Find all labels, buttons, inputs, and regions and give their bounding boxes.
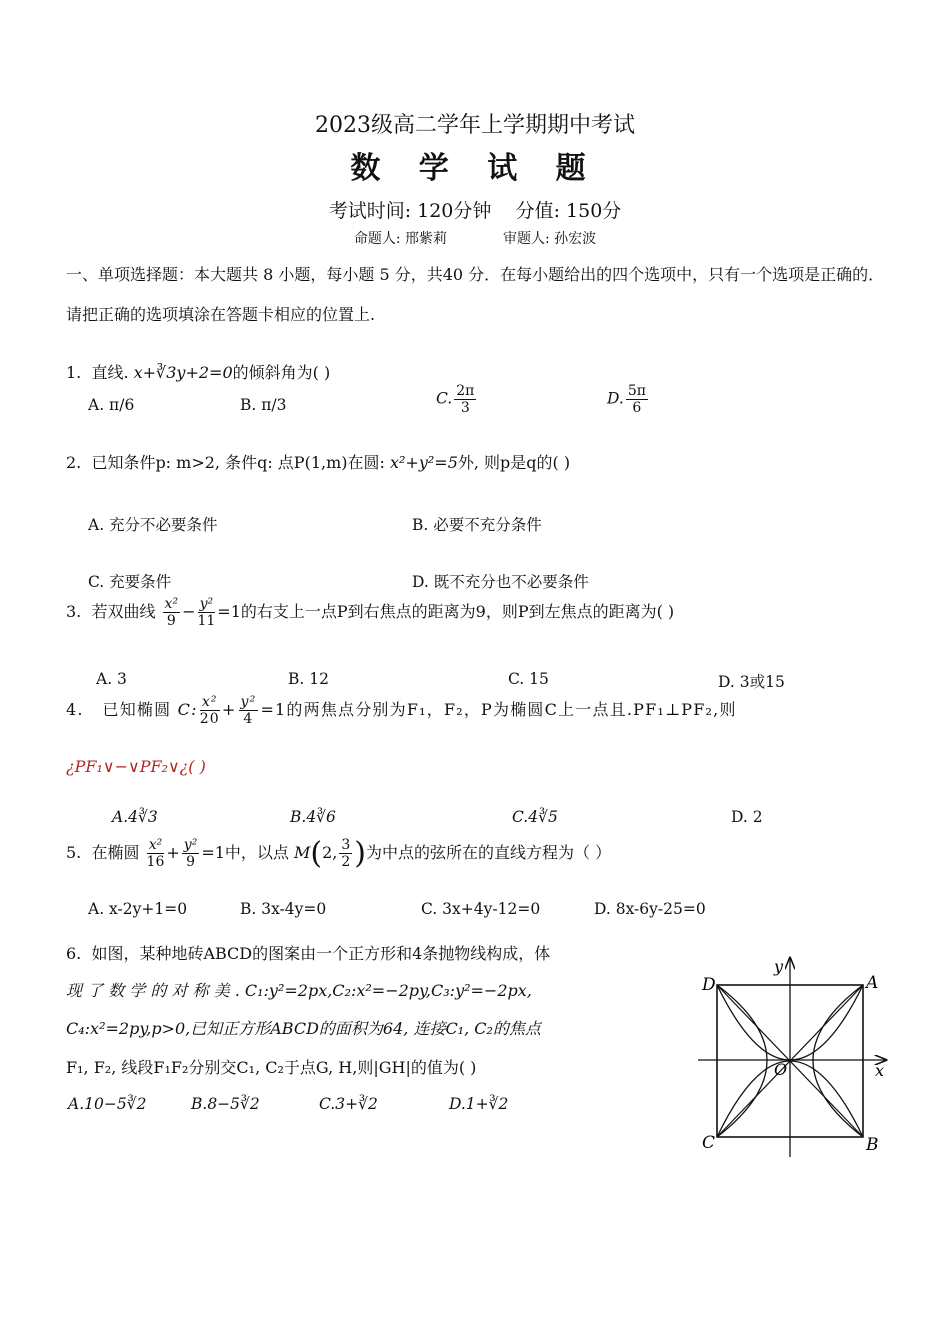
option-a[interactable]: A. π/6 xyxy=(88,396,135,414)
option-c[interactable] xyxy=(319,1095,378,1113)
tile-figure xyxy=(690,950,900,1165)
option-text: D.1+∛2 xyxy=(449,1095,509,1113)
option-d[interactable]: D. 2 xyxy=(731,808,763,826)
question-text: 如图，某种地砖ABCD的图案由一个正方形和4条抛物线构成，体 xyxy=(91,944,551,963)
question-number: 4. xyxy=(66,700,84,720)
option-c[interactable]: C. 15 xyxy=(508,670,549,688)
denominator: 4 xyxy=(243,711,254,728)
question-number: 2. xyxy=(66,453,82,472)
question-6 xyxy=(66,941,550,964)
fraction xyxy=(339,837,352,870)
question-tail: 的倾斜角为( ) xyxy=(232,363,331,382)
question-number: 5. xyxy=(66,843,82,862)
fraction xyxy=(182,837,200,870)
option-a[interactable] xyxy=(112,808,158,826)
question-6-line4: F₁, F₂, 线段F₁F₂分别交C₁, C₂于点G, H,则|GH|的值为( ) xyxy=(66,1058,477,1077)
label-a: A xyxy=(866,973,879,993)
option-text: B.8−5∛2 xyxy=(191,1095,260,1113)
denominator: 9 xyxy=(166,613,176,630)
option-text: A.10−5∛2 xyxy=(68,1095,147,1113)
question-tail: =1的两焦点分别为F₁，F₂，P为椭圆C上一点且.PF₁⊥PF₂,则 xyxy=(260,700,737,720)
option-d[interactable] xyxy=(607,383,650,416)
section-instructions: 一、单项选择题：本大题共 8 小题，每小题 5 分，共40 分．在每小题给出的四个选项中，只有一个选项是正确的．请把正确的选项填涂在答题卡相应的位置上. xyxy=(66,265,885,324)
reviewer: 审题人: 孙宏波 xyxy=(503,231,597,247)
option-a[interactable]: A. x-2y+1=0 xyxy=(88,900,188,918)
parabola-c1 xyxy=(813,985,863,1137)
denominator: 9 xyxy=(186,854,195,870)
option-a[interactable] xyxy=(68,1095,146,1113)
numerator: 3 xyxy=(341,836,351,853)
option-c[interactable] xyxy=(436,383,478,416)
question-1 xyxy=(66,360,330,383)
question-tail: 外, 则p是q的( ) xyxy=(457,453,571,472)
exam-title: 2023级高二学年上学期期中考试 xyxy=(315,113,635,138)
numerator: y² xyxy=(199,596,214,612)
option-b[interactable]: B. 3x-4y=0 xyxy=(240,900,327,918)
question-number: 6. xyxy=(66,944,82,963)
exam-staff xyxy=(0,228,950,248)
fraction xyxy=(147,837,165,870)
option-b[interactable]: B. π/3 xyxy=(240,396,287,414)
setter: 命题人: 邢紫莉 xyxy=(353,231,447,247)
question-text: 若双曲线 xyxy=(91,602,156,622)
numerator: y² xyxy=(240,694,257,710)
question-number: 3. xyxy=(66,602,82,622)
question-text: 现 了 数 学 的 对 称 美 . C₁:y²=2px,C₂:x²=−2py,C₃:y²=−2px, xyxy=(66,981,532,1000)
numerator: 5π xyxy=(627,383,646,399)
denominator: 20 xyxy=(199,711,220,728)
equation: x²+y²=5 xyxy=(389,453,458,472)
label-x: x xyxy=(875,1061,885,1080)
question-2 xyxy=(66,450,570,473)
fraction xyxy=(197,596,215,629)
option-label: D. xyxy=(607,389,624,408)
option-text: C.3+∛2 xyxy=(319,1095,378,1113)
fraction xyxy=(454,383,476,416)
garbled-expression: ¿PF₁∨−∨PF₂∨¿( ) xyxy=(66,757,206,776)
question-text: 在椭圆 xyxy=(91,843,140,862)
numerator: 2π xyxy=(456,383,475,399)
label-b: B xyxy=(866,1135,879,1155)
question-mid: =1中，以点 xyxy=(201,843,289,862)
fraction xyxy=(626,383,648,416)
question-6-line3 xyxy=(66,1016,541,1039)
option-b[interactable] xyxy=(290,808,336,826)
question-4: 4. 已知椭圆 C: $\frac{\text{x²}}{20}$ + $\frac{\text{y²}}{4}$ =1的两焦点分别为F₁，F₂，P为椭圆C上一点且.PF₁⊥PF₂,则 xyxy=(66,694,737,728)
option-text: C.4∛5 xyxy=(512,808,558,826)
subject-title: 数 学 试 题 xyxy=(350,151,600,186)
question-6-line2 xyxy=(66,978,532,1001)
option-text: A.4∛3 xyxy=(112,808,158,826)
label-o: O xyxy=(774,1060,788,1079)
fraction xyxy=(163,596,181,629)
question-tail: =1的右支上一点P到右焦点的距离为9，则P到左焦点的距离为( ) xyxy=(217,602,675,622)
option-a[interactable]: A. 3 xyxy=(96,670,127,688)
denominator: 16 xyxy=(146,854,165,870)
question-3: 3. 若双曲线 $\frac{\text{x²}}{9}$ − $\frac{\text{y²}}{11}$ =1的右支上一点P到右焦点的距离为9，则P到左焦点的距离为( ) xyxy=(66,596,675,630)
question-text: 直线. xyxy=(91,363,129,382)
option-c[interactable] xyxy=(512,808,558,826)
label-y: y xyxy=(774,957,784,976)
option-b[interactable]: B. 必要不充分条件 xyxy=(412,516,542,534)
exam-info xyxy=(0,196,950,223)
option-label: C. xyxy=(436,389,453,408)
option-b[interactable] xyxy=(191,1095,260,1113)
label-d: D xyxy=(702,975,716,995)
question-4-line2 xyxy=(66,757,206,776)
denominator: 11 xyxy=(197,613,216,630)
numerator: x² xyxy=(201,694,218,710)
denominator: 3 xyxy=(460,400,470,417)
point-name: M xyxy=(294,843,311,862)
numerator: x² xyxy=(164,596,179,612)
parabola-c3 xyxy=(717,985,767,1137)
denominator: 2 xyxy=(341,854,351,870)
exam-score: 分值: 150分 xyxy=(515,200,622,222)
option-d[interactable]: D. 既不充分也不必要条件 xyxy=(412,573,589,591)
fraction xyxy=(200,694,220,727)
numerator: y² xyxy=(183,836,198,853)
fraction xyxy=(239,694,259,727)
question-tail: 为中点的弦所在的直线方程为（ ） xyxy=(366,843,612,862)
label-c: C xyxy=(702,1133,716,1153)
option-a[interactable]: A. 充分不必要条件 xyxy=(88,516,218,534)
option-c[interactable]: C. 3x+4y-12=0 xyxy=(421,900,541,918)
option-d[interactable]: D. 8x-6y-25=0 xyxy=(594,900,706,918)
question-text: 已知椭圆 xyxy=(102,700,172,720)
question-number: 1. xyxy=(66,363,82,382)
equation: x+∛3y+2=0 xyxy=(133,363,233,382)
option-text: B.4∛6 xyxy=(290,808,336,826)
exam-time: 考试时间: 120分钟 xyxy=(328,200,492,222)
question-5: 5. 在椭圆 $\frac{\text{x²}}{16}$ + $\frac{\text{y²}}{9}$ =1中，以点 M(2, $\frac{3}{2}$ )为中点的弦所在的直线方程为（ ） xyxy=(66,836,612,871)
option-c[interactable]: C. 充要条件 xyxy=(88,573,172,591)
option-d[interactable]: D. 3或15 xyxy=(718,673,785,691)
numerator: x² xyxy=(148,836,163,853)
option-b[interactable]: B. 12 xyxy=(288,670,329,688)
denominator: 6 xyxy=(632,400,642,417)
ellipse-name: C: xyxy=(177,700,198,720)
question-text: 已知条件p: m>2, 条件q: 点P(1,m)在圆: xyxy=(91,453,385,472)
option-d[interactable] xyxy=(449,1095,508,1113)
question-text: C₄:x²=2py,p>0,已知正方形ABCD的面积为64, 连接C₁, C₂的焦点 xyxy=(66,1019,541,1038)
